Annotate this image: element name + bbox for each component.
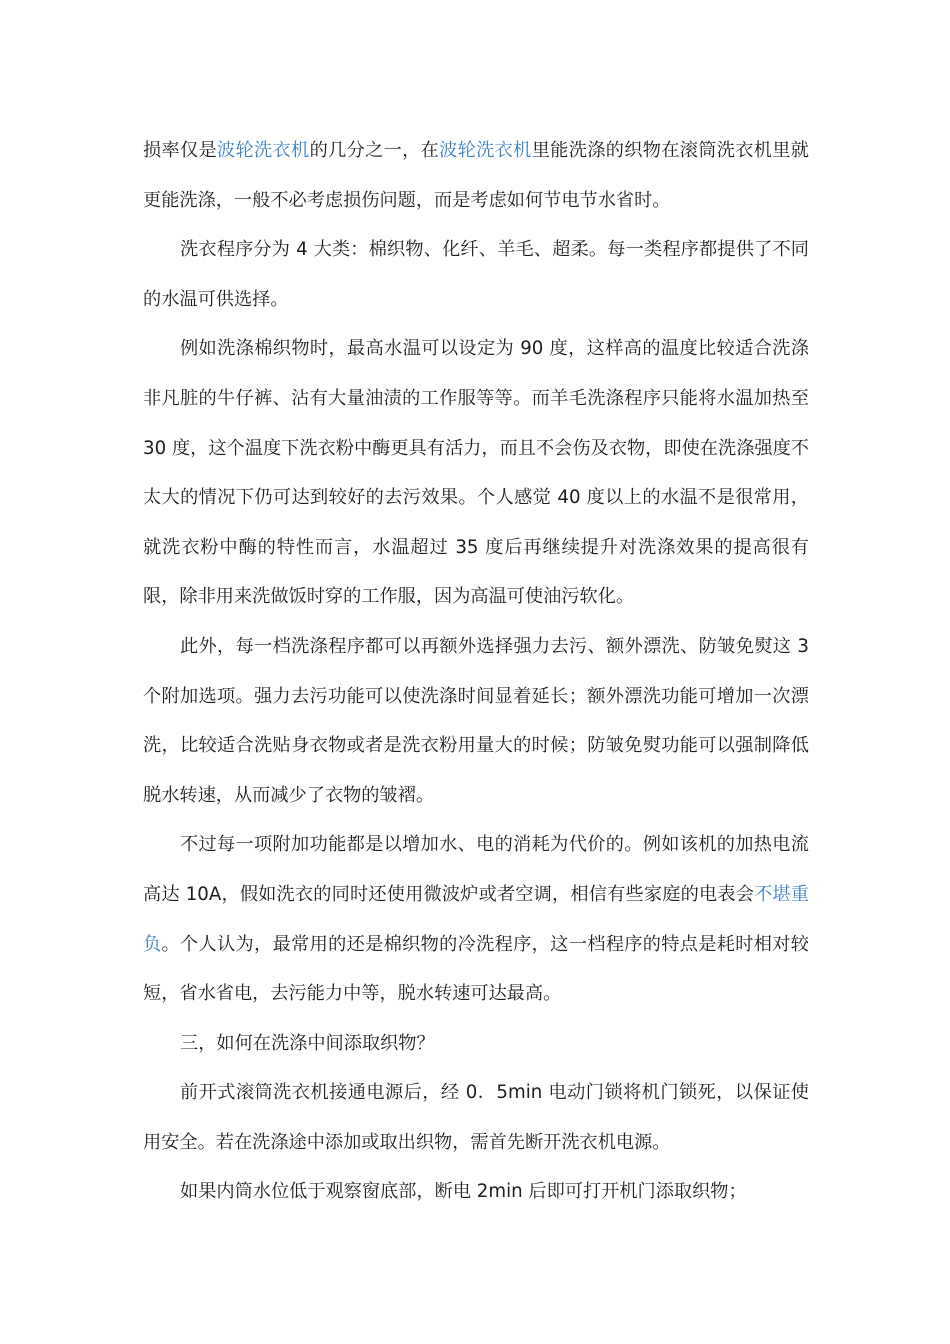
text-span: 前开式滚筒洗衣机接通电源后，经 0．5min 电动门锁将机门锁死，以保证使用安全。若在洗涤途中添加或取出织物，需首先断开洗衣机电源。 xyxy=(143,1082,809,1153)
text-span: 损率仅是 xyxy=(143,140,218,161)
paragraph xyxy=(143,225,809,324)
text-span: 三，如何在洗涤中间添取织物？ xyxy=(180,1032,435,1054)
link-pulsator-washer[interactable]: 波轮洗衣机 xyxy=(439,140,532,161)
text-span: 例如洗涤棉织物时，最高水温可以设定为 90 度，这样高的温度比较适合洗涤非凡脏的牛仔裤、沾有大量油渍的工作服等等。而羊毛洗涤程序只能将水温加热至 30 度，这个温度下洗衣粉中酶更具有活力，而且不会伤及衣物，即使在洗涤强度不太大的情况下仍可达到较好的去污效果。个人感觉 40 度以上的水温不是很常用，就洗衣粉中酶的特性而言，水温超过 35 度后再继续提升对洗涤效果的提高很有限，除非用来洗做饭时穿的工作服，因为高温可使油污软化。 xyxy=(143,338,809,608)
paragraph xyxy=(143,1068,809,1167)
text-span: 。个人认为，最常用的还是棉织物的冷洗程序，这一档程序的特点是耗时相对较短，省水省电，去污能力中等，脱水转速可达最高。 xyxy=(143,933,809,1005)
section-heading xyxy=(143,1019,809,1069)
link-overloaded[interactable]: 不堪重负 xyxy=(143,883,809,955)
text-span: 不过每一项附加功能都是以增加水、电的消耗为代价的。例如该机的加热电流高达 10A，假如洗衣的同时还使用微波炉或者空调，相信有些家庭的电表会 xyxy=(143,834,809,905)
text-span: 此外，每一档洗涤程序都可以再额外选择强力去污、额外漂洗、防皱免熨这 3 个附加选项。强力去污功能可以使洗涤时间显着延长；额外漂洗功能可增加一次漂洗，比较适合洗贴身衣物或者是洗衣粉用量大的时候；防皱免熨功能可以强制降低脱水转速，从而减少了衣物的皱褶。 xyxy=(143,635,809,806)
article-body xyxy=(143,126,809,1217)
text-span: 洗衣程序分为 4 大类：棉织物、化纤、羊毛、超柔。每一类程序都提供了不同的水温可供选择。 xyxy=(143,239,809,310)
text-span: 里能洗涤的织物在滚筒洗衣机里就更能洗涤，一般不必考虑损伤问题，而是考虑如何节电节水省时。 xyxy=(143,140,809,211)
paragraph xyxy=(143,820,809,1018)
paragraph xyxy=(143,1167,809,1217)
link-pulsator-washer[interactable]: 波轮洗衣机 xyxy=(217,140,310,161)
text-span: 如果内筒水位低于观察窗底部，断电 2min 后即可打开机门添取织物； xyxy=(180,1181,747,1203)
paragraph xyxy=(143,622,809,820)
paragraph xyxy=(143,324,809,622)
paragraph xyxy=(143,126,809,225)
text-span: 的几分之一，在 xyxy=(309,140,440,161)
